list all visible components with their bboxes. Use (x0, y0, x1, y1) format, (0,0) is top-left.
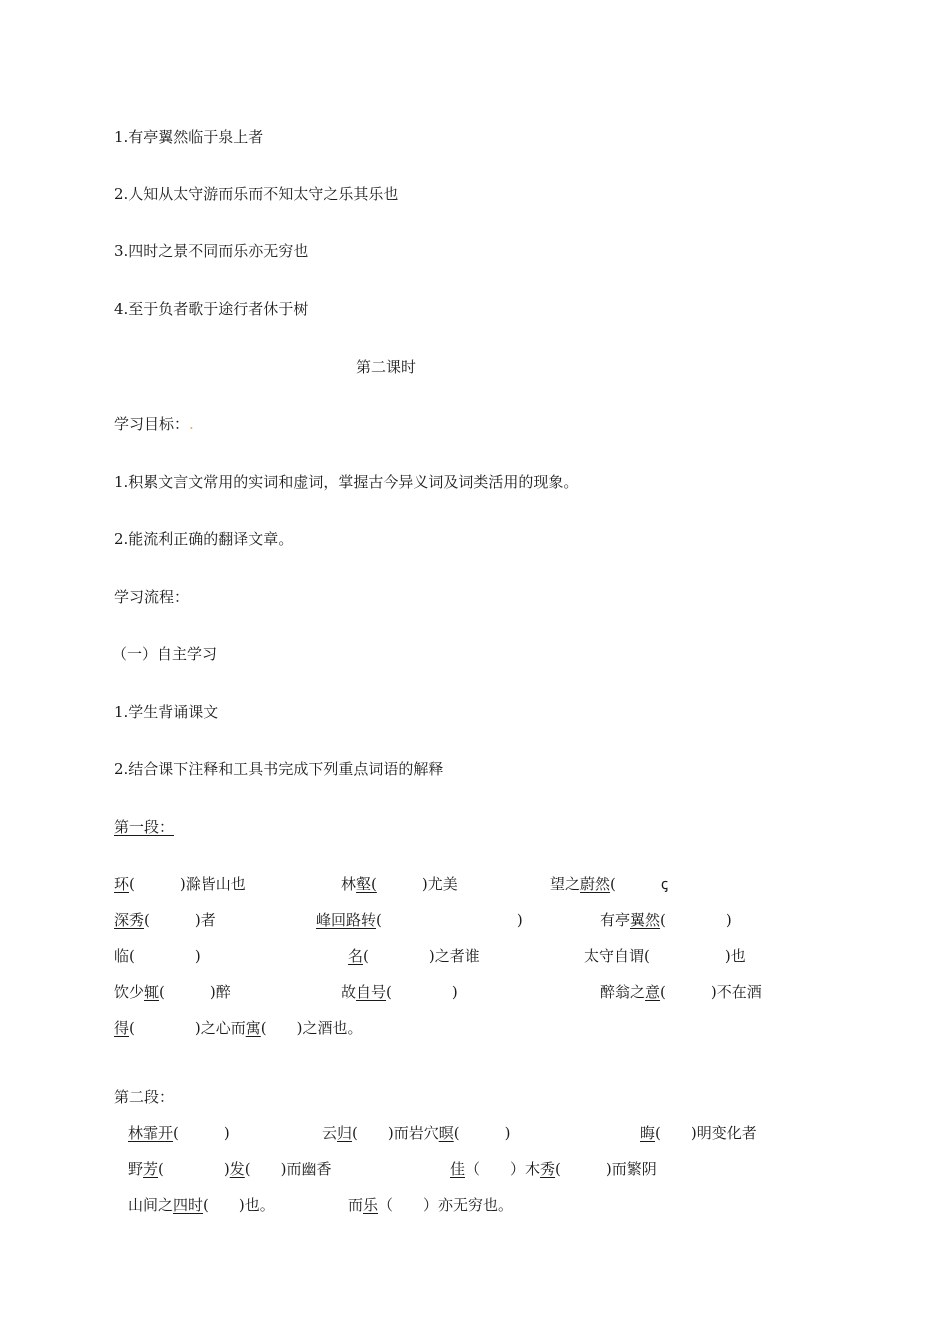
answer-line-1: 1.有亭翼然临于泉上者 (114, 128, 264, 146)
blank: ( ) (660, 911, 732, 929)
text: 饮少 (114, 983, 145, 1001)
blank: ( ) (376, 911, 523, 929)
process-item-1: 1.学生背诵课文 (114, 703, 219, 721)
term-shenxiu: 深秀 (114, 911, 145, 929)
p1-row1-c (550, 874, 668, 894)
p1-row2-b (316, 910, 523, 930)
p2-row3-b (348, 1195, 513, 1215)
term-zhe: 辄 (144, 983, 160, 1001)
blank: ( ) (158, 1160, 230, 1178)
lesson-title: 第二课时 (356, 358, 417, 376)
text: 故 (341, 983, 357, 1001)
blank: )尤美 (376, 875, 458, 893)
blank: ( )之酒也。 (260, 1019, 363, 1037)
term-gui: 归 (337, 1124, 353, 1142)
objective-1: 1.积累文言文常用的实词和虚词，掌握古今异义词及词类活用的现象。 (114, 473, 579, 491)
text: 而 (348, 1196, 364, 1214)
p2-row3-a (128, 1195, 275, 1215)
p1-row3-a: 临( ) (114, 947, 201, 965)
term-yiran: 翼然 (630, 911, 661, 929)
text: 望之 (550, 875, 581, 893)
blank: ( )而繁阴 (555, 1160, 657, 1178)
text: 林 (341, 875, 357, 893)
stray-mark: ꞔ (660, 875, 669, 893)
objectives-heading-text: 学习目标： (114, 415, 190, 433)
blank: ( )明变化者 (655, 1124, 757, 1142)
blank: ( )醉 (159, 983, 231, 1001)
objective-2: 2.能流利正确的翻译文章。 (114, 530, 294, 548)
term-ming-dark: 暝 (438, 1124, 454, 1142)
blank: ( (610, 875, 661, 893)
blank: ( )者 (144, 911, 216, 929)
p1-row4-c (600, 982, 762, 1002)
term-xiu: 秀 (540, 1160, 556, 1178)
term-fang: 芳 (143, 1160, 159, 1178)
objectives-heading (114, 414, 194, 434)
term-yi: 意 (645, 983, 661, 1001)
p1-row3-b (348, 946, 480, 966)
blank: ( )不在酒 (660, 983, 762, 1001)
process-heading: 学习流程： (114, 588, 190, 606)
blank: ( )滁皆山也 (129, 875, 246, 893)
text: 野 (128, 1160, 144, 1178)
term-hui: 晦 (640, 1124, 656, 1142)
answer-line-2: 2.人知从太守游而乐而不知太守之乐其乐也 (114, 185, 399, 203)
p1-row5 (114, 1018, 362, 1038)
answer-line-4: 4.至于负者歌于途行者休于树 (114, 300, 309, 318)
blank: ( ) (173, 1124, 230, 1142)
p1-row2-c (600, 910, 732, 930)
para1-heading: 第一段： (114, 818, 175, 836)
p1-row3-c: 太守自谓( )也 (584, 947, 746, 965)
p1-row1-b (341, 874, 458, 894)
p1-row1-a (114, 874, 246, 894)
term-weiran: 蔚然 (580, 875, 611, 893)
p2-row1-a (128, 1123, 230, 1143)
blank: ( ) (453, 1124, 511, 1142)
term-yu: 寓 (245, 1019, 261, 1037)
p1-row4-a (114, 982, 231, 1002)
p1-row4-b (341, 982, 458, 1002)
text: 醉翁之 (600, 983, 646, 1001)
blank: ( )也。 (203, 1196, 275, 1214)
para2-heading: 第二段： (114, 1088, 175, 1106)
term-linfeikai: 林霏开 (128, 1124, 174, 1142)
term-zihao: 自号 (356, 983, 387, 1001)
term-le: 乐 (363, 1196, 379, 1214)
answer-line-3: 3.四时之景不同而乐亦无穷也 (114, 242, 309, 260)
term-he: 壑( (356, 875, 377, 893)
term-fa: 发 (229, 1160, 245, 1178)
blank: ( )之者谁 (363, 947, 480, 965)
p2-row2-a (128, 1159, 331, 1179)
self-study-heading: （一）自主学习 (112, 645, 218, 663)
text: 有亭 (600, 911, 631, 929)
p2-row2-b (450, 1159, 657, 1179)
text: 云 (322, 1124, 338, 1142)
blank: （ ）亦无穷也。 (378, 1196, 514, 1214)
decorative-dot: . (189, 415, 194, 433)
term-sishi: 四时 (173, 1196, 204, 1214)
term-jia: 佳 (450, 1160, 466, 1178)
term-de: 得 (114, 1019, 130, 1037)
blank: ( )之心而 (129, 1019, 246, 1037)
term-fenghuiluzhuan: 峰回路转 (316, 911, 377, 929)
process-item-2: 2.结合课下注释和工具书完成下列重点词语的解释 (114, 760, 444, 778)
p2-row1-c (640, 1123, 757, 1143)
p2-row1-b (322, 1123, 510, 1143)
blank: ( )而幽香 (244, 1160, 332, 1178)
blank: （ ）木 (465, 1160, 541, 1178)
term-ming: 名 (348, 947, 364, 965)
text: 山间之 (128, 1196, 174, 1214)
term-huan: 环 (114, 875, 130, 893)
p1-row2-a (114, 910, 216, 930)
blank: ( ) (386, 983, 458, 1001)
blank: ( )而岩穴 (352, 1124, 439, 1142)
